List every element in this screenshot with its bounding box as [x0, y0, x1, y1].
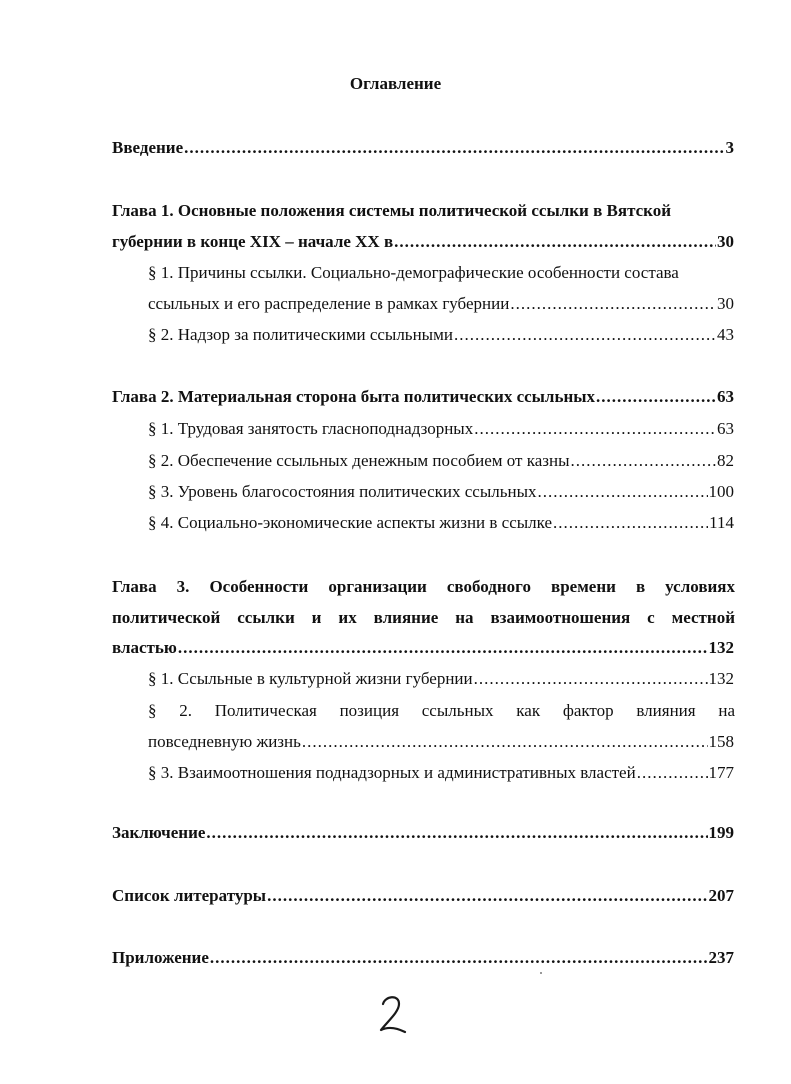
- toc-label: § 1. Трудовая занятость гласноподнадзорных: [148, 419, 474, 438]
- toc-chapter-3-line3[interactable]: [112, 637, 734, 659]
- toc-label: § 3. Взаимоотношения поднадзорных и административных властей: [148, 763, 636, 782]
- leader-dots: [302, 731, 708, 753]
- toc-section-2-1[interactable]: [148, 418, 734, 440]
- toc-page: 114: [709, 513, 734, 532]
- toc-page: 237: [708, 948, 734, 967]
- toc-section-3-3[interactable]: [148, 762, 734, 784]
- leader-dots: [210, 947, 708, 969]
- toc-section-1-1-line1[interactable]: [148, 262, 734, 284]
- toc-label: властью: [112, 638, 177, 657]
- toc-entry-introduction[interactable]: [112, 137, 734, 159]
- leader-dots: [571, 450, 716, 472]
- handwritten-page-number: [373, 992, 413, 1036]
- toc-chapter-1-line1[interactable]: [112, 200, 735, 222]
- toc-entry-references[interactable]: [112, 885, 734, 907]
- toc-page: 132: [708, 669, 734, 688]
- toc-section-2-4[interactable]: [148, 512, 734, 534]
- toc-label: Заключение: [112, 823, 206, 842]
- toc-chapter-3-line1[interactable]: Глава 3. Особенности организации свободного времени в условиях: [112, 577, 735, 596]
- toc-label: Список литературы: [112, 886, 267, 905]
- toc-section-3-2-line1[interactable]: § 2. Политическая позиция ссыльных как фактор влияния на: [148, 701, 735, 720]
- toc-label: Глава 1. Основные положения системы политической ссылки в Вятской: [112, 201, 672, 220]
- leader-dots: [596, 386, 716, 408]
- toc-label: § 1. Причины ссылки. Социально-демографические особенности состава: [148, 263, 679, 282]
- toc-label: Приложение: [112, 948, 209, 967]
- toc-page: 82: [717, 451, 734, 470]
- leader-dots: [267, 885, 707, 907]
- toc-page: 30: [717, 294, 734, 313]
- toc-label: ссыльных и его распределение в рамках губернии: [148, 294, 510, 313]
- leader-dots: [553, 512, 708, 534]
- toc-label: губернии в конце XIX – начале XX в: [112, 232, 394, 251]
- leader-dots: [637, 762, 708, 784]
- toc-page: 100: [708, 482, 734, 501]
- leader-dots: [474, 668, 708, 690]
- toc-section-1-1-line2[interactable]: [148, 293, 734, 315]
- toc-page: 63: [717, 419, 734, 438]
- page-title: Оглавление: [349, 74, 442, 93]
- toc-label: Введение: [112, 138, 184, 157]
- toc-page: 207: [708, 886, 734, 905]
- toc-label: § 4. Социально-экономические аспекты жизни в ссылке: [148, 513, 553, 532]
- toc-page: 199: [708, 823, 734, 842]
- toc-page: 43: [717, 325, 734, 344]
- toc-chapter-1-line2[interactable]: [112, 231, 734, 253]
- toc-chapter-3-line2[interactable]: политической ссылки и их влияние на взаимоотношения с местной: [112, 608, 735, 627]
- leader-dots: [184, 137, 724, 159]
- scan-speck: [540, 972, 542, 974]
- toc-entry-appendix[interactable]: [112, 947, 734, 969]
- leader-dots: [394, 231, 716, 253]
- toc-chapter-2[interactable]: [112, 386, 734, 408]
- toc-label: § 1. Ссыльные в культурной жизни губернии: [148, 669, 473, 688]
- toc-label: повседневную жизнь: [148, 732, 301, 751]
- toc-section-3-1[interactable]: [148, 668, 734, 690]
- leader-dots: [178, 637, 708, 659]
- toc-label: § 2. Обеспечение ссыльных денежным пособием от казны: [148, 451, 570, 470]
- toc-entry-conclusion[interactable]: [112, 822, 734, 844]
- toc-section-1-2[interactable]: [148, 324, 734, 346]
- toc-label: § 3. Уровень благосостояния политических ссыльных: [148, 482, 537, 501]
- leader-dots: [510, 293, 716, 315]
- toc-label: § 2. Надзор за политическими ссыльными: [148, 325, 453, 344]
- toc-page: 177: [708, 763, 734, 782]
- toc-page: 132: [708, 638, 734, 657]
- leader-dots: [206, 822, 707, 844]
- toc-section-2-3[interactable]: [148, 481, 734, 503]
- leader-dots: [538, 481, 708, 503]
- toc-label: Глава 2. Материальная сторона быта политических ссыльных: [112, 387, 596, 406]
- toc-page: 63: [717, 387, 734, 406]
- toc-page: 158: [708, 732, 734, 751]
- toc-page: 30: [717, 232, 734, 251]
- leader-dots: [474, 418, 716, 440]
- toc-section-2-2[interactable]: [148, 450, 734, 472]
- toc-page: 3: [725, 138, 734, 157]
- leader-dots: [454, 324, 716, 346]
- toc-section-3-2-line2[interactable]: [148, 731, 734, 753]
